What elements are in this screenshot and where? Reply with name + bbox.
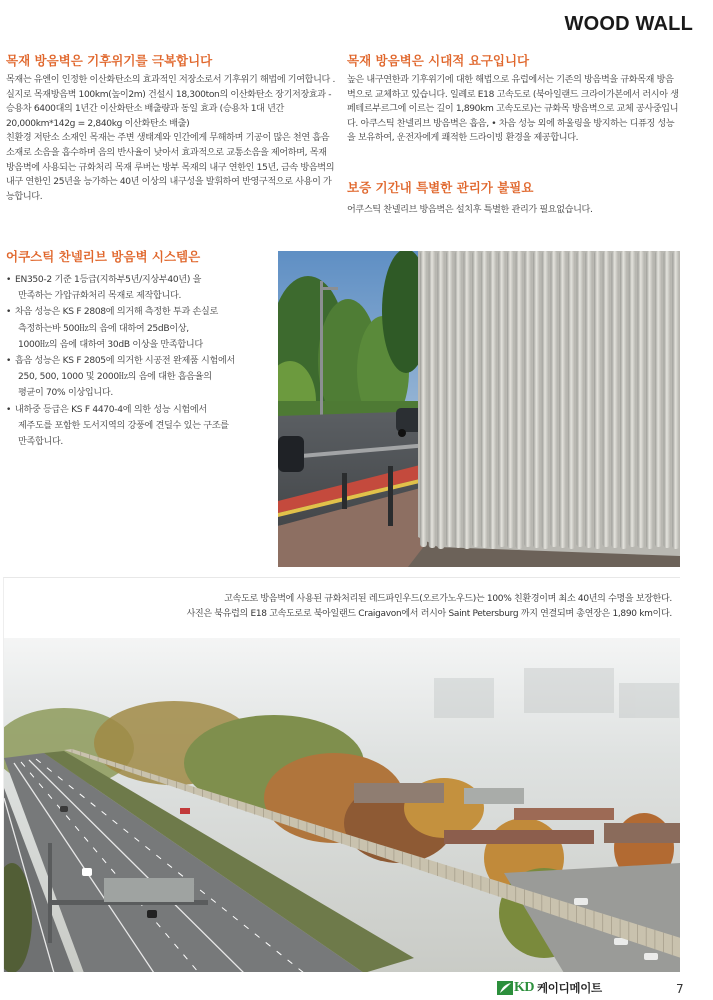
car — [278, 436, 304, 472]
section-heading: 보증 기간내 특별한 관리가 불필요 — [347, 180, 534, 195]
brand-title: WOOD WALL — [564, 13, 693, 35]
car — [147, 910, 157, 918]
footer-logo — [497, 980, 602, 996]
louver-slat — [559, 251, 566, 548]
photo-louver-barrier — [278, 251, 680, 567]
louver-slat — [524, 251, 531, 547]
caption-line: 사진은 북유럽의 E18 고속도로로 북아일랜드 Craigavon에서 러시아 Saint Petersburg 까지 연결되며 총연장은 1,890 km이다. — [186, 609, 672, 619]
paragraph: 어쿠스틱 찬넬리브 방음벽은 설치후 특별한 관리가 필요없습니다. — [347, 205, 593, 215]
louver-slat — [629, 251, 636, 547]
paragraph: 높은 내구연한과 기후위기에 대한 해법으로 유럽에서는 기존의 방음벽을 규화목재 방음벽으로 교체하고 있습니다. 일례로 E18 고속도로 (북아일랜드 크라이가본에서 러시아 생페테르부르그에 이르는 길이 1,890km 고속도로)는 규화목 방음벽으로 교체 공사중입니다. 아쿠스틱 찬넬리브 방음벽은 흡음, • 차음 성능 외에 하울링을 방지하는 디퓨징 성능을 보유하여, 운전자에게 쾌적한 드라이빙 환경을 제공합니다. — [347, 75, 679, 144]
highway-figure — [3, 577, 680, 972]
louver-slat — [620, 251, 627, 549]
list-item: • 차음 성능은 KS F 2808에 의거해 측정한 투과 손실로 측정하는바 500㎐의 음에 대하여 25dB이상, 1000㎐의 음에 대하여 30dB 이상을 만족합니다 — [6, 307, 218, 350]
louver-slat — [507, 251, 514, 548]
louver-slat — [420, 251, 427, 547]
louver-slat — [594, 251, 601, 549]
louver-slat — [664, 251, 671, 548]
louver-slat — [672, 251, 679, 549]
louver-slat — [516, 251, 523, 549]
caption-line: 고속도로 방음벽에 사용된 규화처리된 레드파인우드(오르가노우드)는 100% 친환경이며 최소 40년의 수명을 보장한다. — [224, 594, 672, 604]
louver-slat — [472, 251, 479, 547]
section-heading: 어쿠스틱 찬넬리브 방음벽 시스템은 — [6, 249, 201, 264]
photo-highway-e18 — [4, 638, 680, 972]
louver-slat — [568, 251, 575, 549]
section-climate — [6, 53, 336, 204]
paragraph: 친환경 저탄소 소재인 목재는 주변 생태계와 인간에게 무해하며 기공이 많은 천연 흡음 소재로 소음을 흡수하며 음의 반사율이 낮아서 효과적으로 교통소음을 제어하며, 목재 방음벽에 사용되는 규화처리 목재 루버는 방부 목재의 내구 연한인 15년, 금속 방음벽의 내구 연한인 25년을 능가하는 40년 이상의 내구성을 발휘하여 반영구적으로 사용이 가능합니다. — [6, 133, 335, 202]
louver-slat — [464, 251, 471, 549]
louver-slat — [603, 251, 610, 547]
louver-slat — [481, 251, 488, 548]
section-heading: 목재 방음벽은 기후위기를 극복합니다 — [6, 53, 213, 68]
page-number: 7 — [676, 982, 684, 996]
louver-slat — [437, 251, 444, 549]
louver-slat — [542, 251, 549, 549]
louver-slat — [638, 251, 645, 548]
list-item: • EN350-2 기준 1등급(지하부5년/지상부40년) 을 만족하는 가압규화처리 목재로 제작합니다. — [6, 275, 202, 302]
spec-list — [6, 272, 268, 450]
louver-slat — [446, 251, 453, 547]
louver-slat — [577, 251, 584, 547]
louver-slat — [585, 251, 592, 548]
road-sign — [180, 808, 190, 814]
louver-slat — [646, 251, 653, 549]
louver-slat — [498, 251, 505, 547]
louver-slat — [655, 251, 662, 547]
louver-slat — [533, 251, 540, 548]
car — [60, 806, 68, 812]
louver-slat — [455, 251, 462, 548]
car — [82, 868, 92, 876]
louver-slat — [611, 251, 618, 548]
list-item: • 내하중 등급은 KS F 4470-4에 의한 성능 시험에서 제주도를 포함한 도서지역의 강풍에 견딜수 있는 구조를 만족합니다. — [6, 404, 229, 448]
leaf-icon — [497, 981, 513, 995]
street-lamp — [320, 281, 323, 421]
section-maintenance — [347, 180, 681, 218]
bollard — [388, 466, 393, 526]
logo-kd: KD — [514, 980, 534, 995]
louver-slat — [551, 251, 558, 547]
louver-slat — [429, 251, 436, 548]
bollard — [342, 473, 347, 509]
section-system — [6, 249, 268, 450]
paragraph: 목재는 유엔이 인정한 이산화탄소의 효과적인 저장소로서 기후위기 해법에 기여합니다 . 실지로 목재방음벽 100km(높이2m) 건설시 18,300ton의 이산화탄소 장기저장효과 - 승용차 6400대의 1년간 이산화탄소 배출량과 동일 효과 (승용차 1대 년간 20,000km*142g = 2,840kg 이산화탄소 배출) — [6, 75, 336, 129]
list-item: • 흡음 성능은 KS F 2805에 의거한 시공전 완제품 시험에서 250, 500, 1000 및 2000㎐의 음에 대한 흡음율의 평균이 70% 이상입니다. — [6, 356, 235, 399]
company-name: 케이디메이트 — [537, 981, 602, 995]
section-era — [347, 53, 681, 146]
section-heading: 목재 방음벽은 시대적 요구입니다 — [347, 53, 530, 68]
louver-slat — [490, 251, 497, 549]
